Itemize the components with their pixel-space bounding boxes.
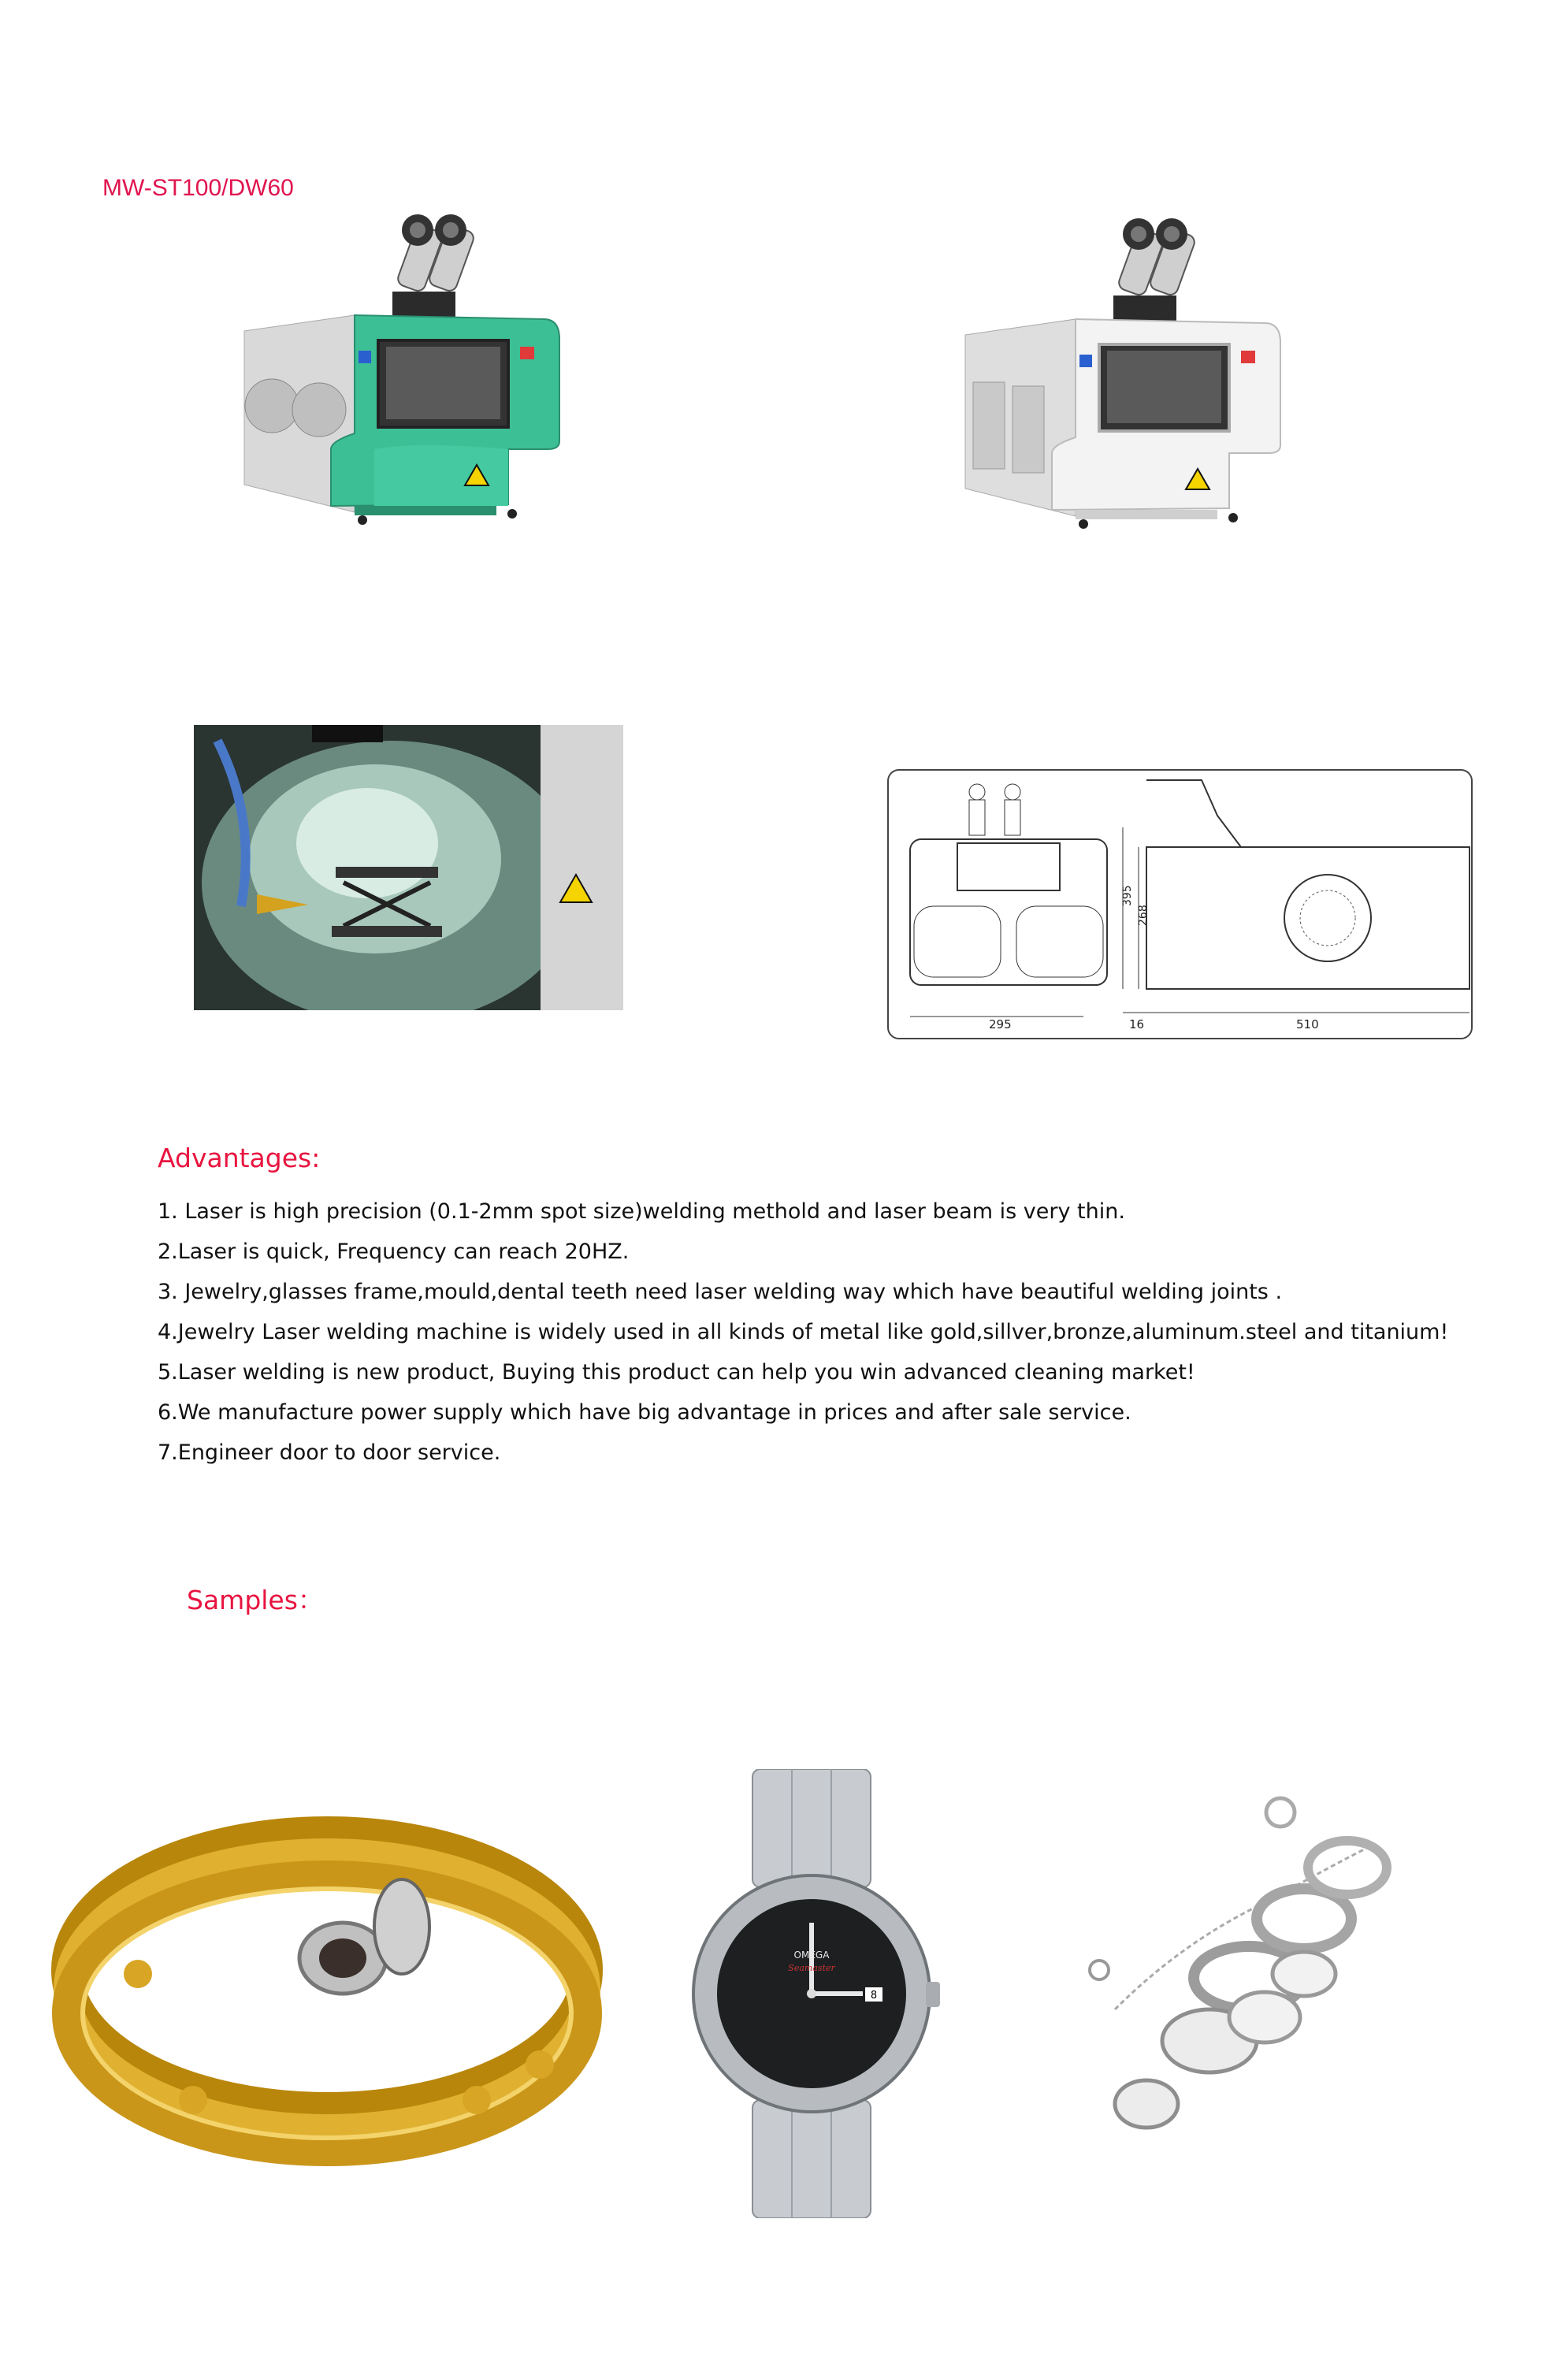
- watch-date: 8: [870, 1990, 878, 2002]
- white-laser-welder-image: [957, 217, 1288, 567]
- work-chamber-photo: [194, 725, 623, 1010]
- gold-bangle-sample-image: [35, 1789, 630, 2218]
- dim-height-inner: 268: [1137, 905, 1150, 926]
- advantage-item: 2.Laser is quick, Frequency can reach 20HZ.: [158, 1240, 630, 1264]
- advantage-item: 7.Engineer door to door service.: [158, 1440, 501, 1465]
- dim-width-front: 295: [989, 1017, 1012, 1031]
- watch-model: Seamaster: [788, 1963, 835, 1973]
- advantage-item: 3. Jewelry,glasses frame,mould,dental teeth need laser welding way which have beautiful welding joints .: [158, 1280, 1283, 1304]
- advantages-list: [158, 1191, 1448, 1473]
- advantage-item: 6.We manufacture power supply which have big advantage in prices and after sale service.: [158, 1400, 1131, 1425]
- watch-brand: OMEGA: [793, 1950, 830, 1961]
- advantage-item: 4.Jewelry Laser welding machine is widely used in all kinds of metal like gold,sillver,bronze,aluminum.steel and titanium!: [158, 1320, 1449, 1344]
- watch-sample-image: [686, 1769, 946, 2218]
- silver-bracelet-sample-image: [1068, 1781, 1446, 2214]
- advantages-title: Advantages:: [158, 1143, 321, 1173]
- samples-title: Samples：: [187, 1585, 324, 1615]
- model-title: MW-ST100/DW60: [102, 175, 294, 201]
- dim-height-outer: 395: [1121, 885, 1134, 906]
- technical-drawing: [886, 768, 1473, 1040]
- green-laser-welder-image: [236, 213, 567, 563]
- dim-offset: 16: [1129, 1017, 1145, 1031]
- dim-depth: 510: [1296, 1017, 1319, 1031]
- advantage-item: 1. Laser is high precision (0.1-2mm spot size)welding methold and laser beam is very thin.: [158, 1199, 1125, 1224]
- advantage-item: 5.Laser welding is new product, Buying this product can help you win advanced cleaning market!: [158, 1360, 1195, 1385]
